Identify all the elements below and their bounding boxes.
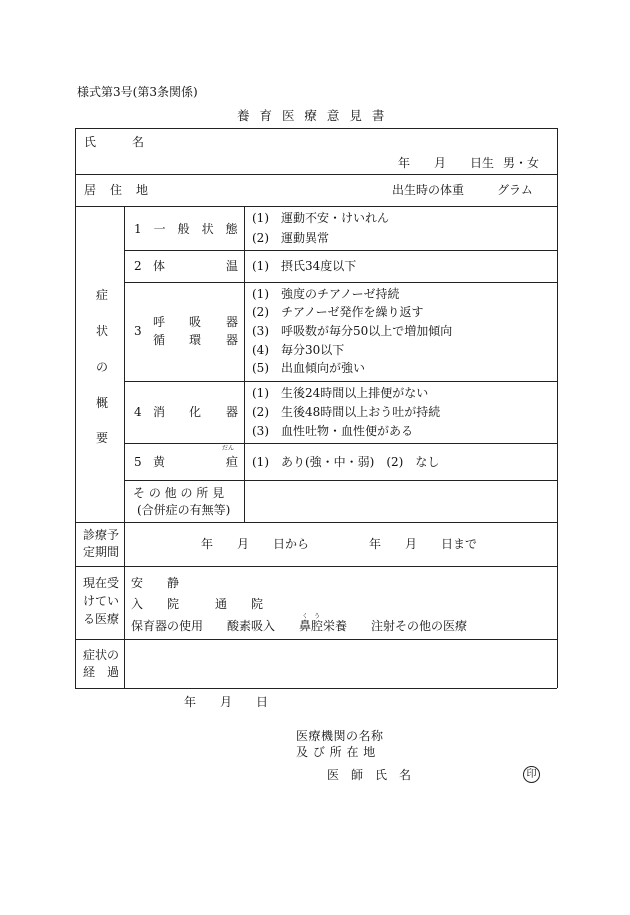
respiratory-item-5: (5) 出血傾向が強い <box>252 361 365 375</box>
row-divider <box>75 206 557 207</box>
respiratory-label-1b: 吸 <box>189 315 202 329</box>
form-title: 養 育 医 療 意 見 書 <box>237 108 388 123</box>
general-item-1: (1) 運動不安・けいれん <box>252 211 389 225</box>
jaundice-ruby: だん <box>222 445 235 452</box>
sex-field: 男・女 <box>503 156 540 170</box>
digestive-item-3: (3) 血性吐物・血性便がある <box>252 424 413 438</box>
gram-label: グラム <box>497 183 533 197</box>
temperature-item-1: (1) 摂氏34度以下 <box>252 259 357 273</box>
row-divider <box>75 522 557 523</box>
table-border-right <box>557 128 558 688</box>
symptom-divider <box>124 480 557 481</box>
respiratory-item-2: (2) チアノーゼ発作を繰り返す <box>252 305 424 319</box>
respiratory-item-3: (3) 呼吸数が毎分50以上で増加傾向 <box>252 324 453 338</box>
doctor-name-label: 医 師 氏 名 <box>327 768 412 782</box>
temperature-label-b: 温 <box>226 259 239 273</box>
form-number: 様式第3号(第3条関係) <box>77 85 198 99</box>
row-divider <box>75 174 557 175</box>
address-label: 居 住 地 <box>84 183 150 197</box>
symptom-divider <box>124 381 557 382</box>
table-border-left <box>75 128 76 688</box>
digestive-label-a: 消 <box>153 405 166 419</box>
general-condition-label: 1 一 般 状 態 <box>134 222 238 236</box>
other-findings-label-1: そ の 他 の 所 見 <box>133 486 225 500</box>
row-divider <box>75 639 557 640</box>
jaundice-label-b: 疸 <box>226 455 239 469</box>
course-label-1: 症状の <box>83 648 120 662</box>
care-treatments-a: 保育器の使用 酸素吸入 <box>131 619 300 633</box>
care-treatments <box>131 613 467 632</box>
respiratory-label-1a: 呼 <box>153 315 166 329</box>
circulatory-label-2a: 循 <box>153 333 166 347</box>
digestive-label-b: 化 <box>189 405 202 419</box>
nasal-cavity: 鼻腔 <box>299 619 324 633</box>
seal-mark: 印 <box>523 766 540 783</box>
period-label-2: 定期間 <box>83 545 120 559</box>
jaundice-value: (1) あり(強・中・弱) (2) なし <box>252 455 440 469</box>
column-divider <box>244 206 245 522</box>
care-label-3: る医療 <box>83 612 120 626</box>
temperature-label-no: 2 <box>134 259 142 273</box>
symptom-section-label-2: 状 <box>96 324 109 338</box>
nasal-cavity-reading: くう <box>299 613 324 620</box>
symptom-section-label-4: 概 <box>96 396 109 410</box>
symptom-section-label-3: の <box>96 360 109 374</box>
digestive-item-1: (1) 生後24時間以上排便がない <box>252 386 429 400</box>
respiratory-label-no: 3 <box>134 324 142 338</box>
institution-name-label: 医療機関の名称 <box>296 729 384 743</box>
symptom-section-label-1: 症 <box>96 288 109 302</box>
period-label-1: 診療予 <box>83 528 120 542</box>
care-rest: 安 静 <box>131 576 180 590</box>
digestive-label-c: 器 <box>226 405 239 419</box>
footer-date: 年 月 日 <box>184 695 269 709</box>
care-hospital: 入 院 通 院 <box>131 597 264 611</box>
respiratory-item-1: (1) 強度のチアノーゼ持続 <box>252 287 400 301</box>
circulatory-label-2c: 器 <box>226 333 239 347</box>
symptom-divider <box>124 443 557 444</box>
table-border-bottom <box>75 688 557 689</box>
jaundice-label-no: 5 <box>134 455 142 469</box>
institution-address-label: 及 び 所 在 地 <box>296 745 376 759</box>
other-findings-label-2: (合併症の有無等) <box>137 503 231 517</box>
circulatory-label-2b: 環 <box>189 333 202 347</box>
digestive-item-2: (2) 生後48時間以上おう吐が持続 <box>252 405 441 419</box>
row-divider <box>75 566 557 567</box>
symptom-divider <box>124 250 557 251</box>
table-border-top <box>75 128 557 129</box>
name-label: 氏 名 <box>84 135 145 149</box>
temperature-label-a: 体 <box>153 259 166 273</box>
course-label-2: 経 過 <box>83 665 120 679</box>
care-label-2: けてい <box>83 594 120 608</box>
respiratory-label-1c: 器 <box>226 315 239 329</box>
symptom-divider <box>124 282 557 283</box>
care-treatments-b: 栄養 注射その他の医療 <box>323 619 468 633</box>
digestive-label-no: 4 <box>134 405 142 419</box>
general-item-2: (2) 運動異常 <box>252 231 329 245</box>
birth-weight-label: 出生時の体重 <box>392 183 465 197</box>
symptom-section-label-5: 要 <box>96 431 109 445</box>
jaundice-label-a: 黄 <box>153 455 166 469</box>
period-text: 年 月 日から 年 月 日まで <box>201 537 478 551</box>
care-label-1: 現在受 <box>83 576 120 590</box>
respiratory-item-4: (4) 毎分30以下 <box>252 343 345 357</box>
nasal-cavity-ruby <box>299 613 324 633</box>
column-divider <box>124 206 125 688</box>
birth-date-field: 年 月 日生 <box>398 156 495 170</box>
